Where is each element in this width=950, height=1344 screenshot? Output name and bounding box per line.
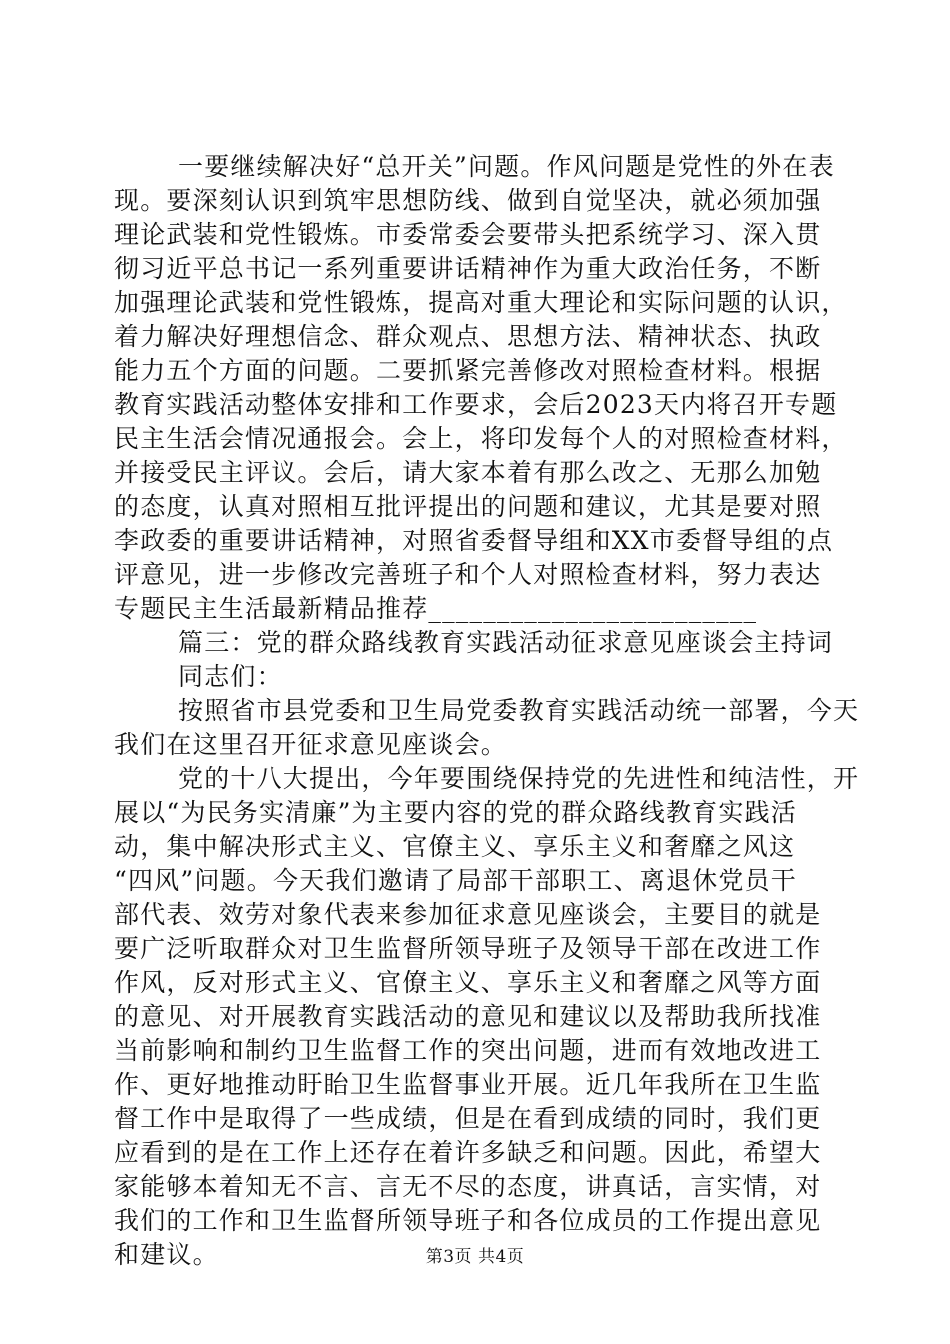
paragraph-line: 着力解决好理想信念、群众观点、思想方法、精神状态、执政	[114, 322, 822, 351]
paragraph-line: 应看到的是在工作上还存在着许多缺乏和问题。因此，希望大	[114, 1138, 822, 1167]
paragraph-line: 展以“为民务实清廉”为主要内容的党的群众路线教育实践活	[114, 798, 797, 827]
salutation: 同志们：	[178, 662, 283, 691]
paragraph-line: 的态度，认真对照相互批评提出的问题和建议，尤其是要对照	[114, 492, 822, 521]
paragraph-line: 教育实践活动整体安排和工作要求，会后2023天内将召开专题	[114, 390, 838, 419]
paragraph-line: 党的十八大提出，今年要围绕保持党的先进性和纯洁性，开	[178, 764, 860, 793]
section-heading: 篇三：党的群众路线教育实践活动征求意见座谈会主持词	[178, 628, 834, 657]
paragraph-line: 当前影响和制约卫生监督工作的突出问题，进而有效地改进工	[114, 1036, 822, 1065]
paragraph-line: 动，集中解决形式主义、官僚主义、享乐主义和奢靡之风这	[114, 832, 796, 861]
document-body	[114, 150, 860, 1272]
paragraph-line: 和建议。	[114, 1240, 219, 1269]
paragraph-line: 我们的工作和卫生监督所领导班子和各位成员的工作提出意见	[114, 1206, 822, 1235]
paragraph-line: “四风”问题。今天我们邀请了局部干部职工、离退休党员干	[114, 866, 797, 895]
paragraph-line: 评意见，进一步修改完善班子和个人对照检查材料，努力表达	[114, 560, 822, 589]
paragraph-line: 按照省市县党委和卫生局党委教育实践活动统一部署，今天	[178, 696, 860, 725]
paragraph-line: 专题民主生活最新精品推荐________________________	[114, 594, 758, 623]
paragraph-line: 理论武装和党性锻炼。市委常委会要带头把系统学习、深入贯	[114, 220, 822, 249]
paragraph-line: 作风，反对形式主义、官僚主义、享乐主义和奢靡之风等方面	[114, 968, 822, 997]
paragraph-line: 要广泛听取群众对卫生监督所领导班子及领导干部在改进工作	[114, 934, 822, 963]
paragraph-line: 能力五个方面的问题。二要抓紧完善修改对照检查材料。根据	[114, 356, 822, 385]
paragraph-line: 并接受民主评议。会后，请大家本着有那么改之、无那么加勉	[114, 458, 822, 487]
paragraph-line: 作、更好地推动盱眙卫生监督事业开展。近几年我所在卫生监	[114, 1070, 822, 1099]
paragraph-line: 彻习近平总书记一系列重要讲话精神作为重大政治任务，不断	[114, 254, 822, 283]
paragraph-line: 我们在这里召开征求意见座谈会。	[114, 730, 508, 759]
paragraph-line: 的意见、对开展教育实践活动的意见和建议以及帮助我所找准	[114, 1002, 822, 1031]
paragraph-line: 现。要深刻认识到筑牢思想防线、做到自觉坚决，就必须加强	[114, 186, 822, 215]
paragraph-line: 民主生活会情况通报会。会上，将印发每个人的对照检查材料，	[114, 424, 848, 453]
paragraph-line: 一要继续解决好“总开关”问题。作风问题是党性的外在表	[178, 152, 835, 181]
paragraph-line: 家能够本着知无不言、言无不尽的态度，讲真话，言实情，对	[114, 1172, 822, 1201]
paragraph-line: 李政委的重要讲话精神，对照省委督导组和XX市委督导组的点	[114, 526, 834, 555]
paragraph-line: 加强理论武装和党性锻炼，提高对重大理论和实际问题的认识，	[114, 288, 848, 317]
paragraph-line: 督工作中是取得了一些成绩，但是在看到成绩的同时，我们更	[114, 1104, 822, 1133]
page-number-footer: 第3页 共4页	[425, 1247, 525, 1267]
paragraph-line: 部代表、效劳对象代表来参加征求意见座谈会，主要目的就是	[114, 900, 822, 929]
